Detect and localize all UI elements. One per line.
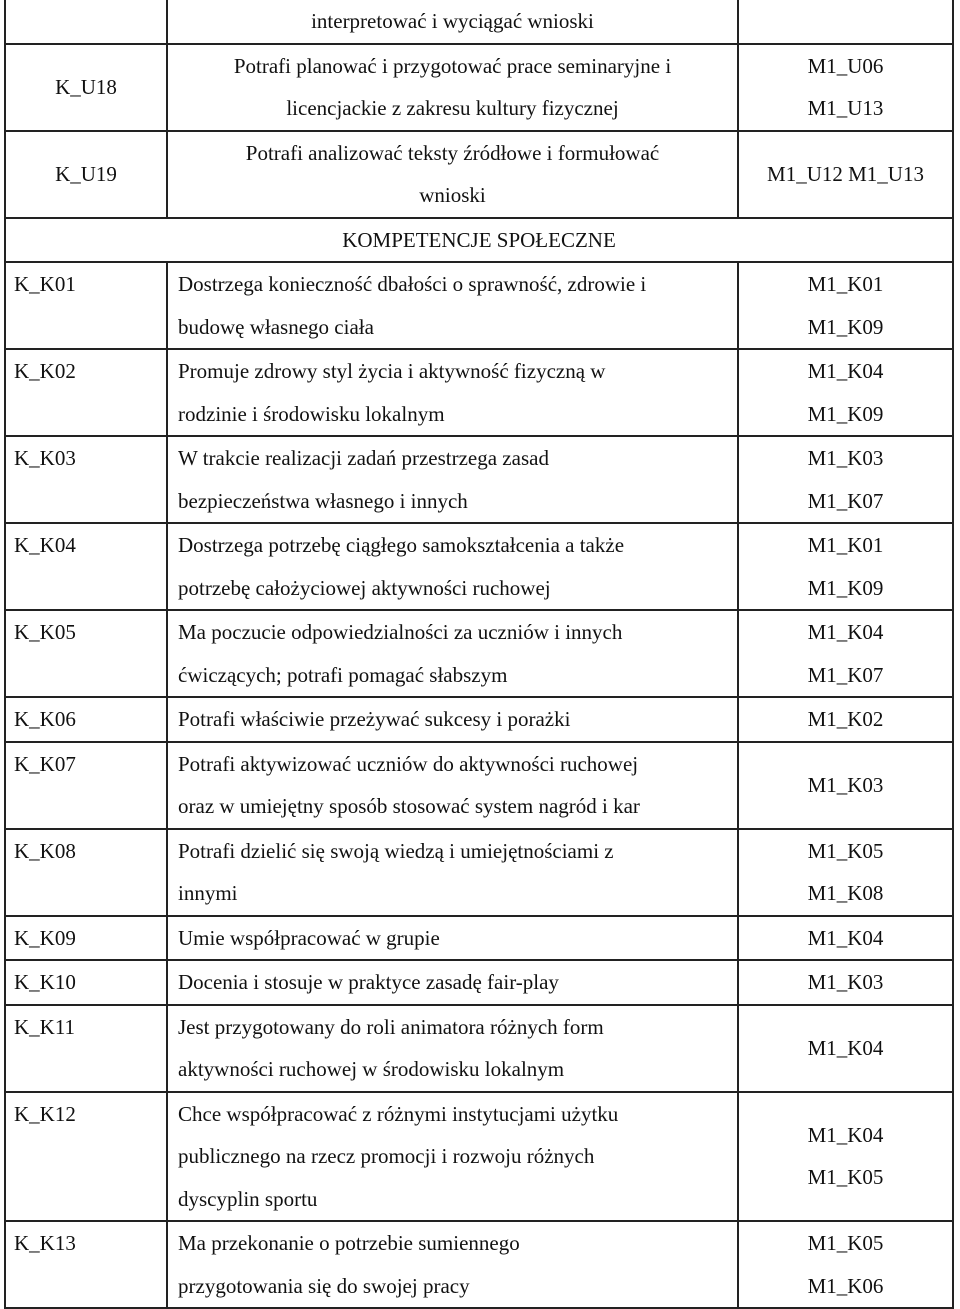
outcome-code-cell: K_K11 — [5, 1005, 167, 1092]
reference-code: M1_K09 — [807, 314, 884, 339]
table-body — [5, 0, 953, 1308]
section-row — [5, 218, 953, 263]
description-line: licencjackie z zakresu kultury fizycznej — [286, 96, 619, 120]
description-cell — [167, 1221, 738, 1308]
reference-code: M1_K07 — [807, 488, 884, 513]
reference-code: M1_K03 — [807, 772, 884, 797]
reference-cell — [738, 262, 953, 349]
description-line: Dostrzega konieczność dbałości o sprawność, zdrowie i — [178, 272, 647, 296]
table-row — [5, 349, 953, 436]
description-line: ćwiczących; potrafi pomagać słabszym — [178, 662, 508, 687]
description-line: Umie współpracować w grupie — [178, 925, 440, 950]
reference-code: M1_K04 — [807, 1035, 884, 1060]
reference-code: M1_K08 — [807, 881, 884, 905]
empty-ref-cell — [738, 0, 953, 44]
reference-code: M1_K09 — [807, 401, 884, 426]
description-line: Promuje zdrowy styl życia i aktywność fizyczną w — [178, 359, 606, 383]
description-cell — [167, 262, 738, 349]
outcome-code-cell: K_K12 — [5, 1092, 167, 1222]
description-cell — [167, 742, 738, 829]
reference-code: M1_K03 — [807, 446, 884, 470]
reference-code: M1_K04 — [807, 925, 884, 950]
description-cell — [167, 697, 738, 742]
outcome-code-cell: K_K08 — [5, 829, 167, 916]
reference-code: M1_K04 — [807, 359, 884, 383]
description-cell — [167, 829, 738, 916]
reference-cell — [738, 960, 953, 1005]
description-cell — [167, 610, 738, 697]
reference-cell — [738, 349, 953, 436]
table-row — [5, 697, 953, 742]
table-row — [5, 1005, 953, 1092]
description-cell — [167, 1092, 738, 1222]
description-cell: interpretować i wyciągać wnioski — [167, 0, 738, 44]
table-row — [5, 523, 953, 610]
reference-code: M1_K04 — [807, 620, 884, 644]
description-line: Jest przygotowany do roli animatora różnych form — [178, 1014, 604, 1039]
outcome-code-cell: K_K01 — [5, 262, 167, 349]
reference-code: M1_K05 — [807, 1231, 884, 1255]
table-row — [5, 916, 953, 961]
reference-cell — [738, 1005, 953, 1092]
reference-cell — [738, 697, 953, 742]
outcome-code-cell: K_K02 — [5, 349, 167, 436]
description-cell — [167, 960, 738, 1005]
reference-cell — [738, 1221, 953, 1308]
table-row — [5, 610, 953, 697]
description-line: W trakcie realizacji zadań przestrzega zasad — [178, 446, 549, 470]
reference-code: M1_U13 — [807, 96, 884, 120]
description-line: budowę własnego ciała — [178, 314, 374, 339]
table-row — [5, 829, 953, 916]
outcome-code-cell: K_K06 — [5, 697, 167, 742]
description-line: Ma poczucie odpowiedzialności za uczniów i innych — [178, 620, 623, 644]
table-row — [5, 262, 953, 349]
description-line: przygotowania się do swojej pracy — [178, 1273, 470, 1298]
description-line: Potrafi analizować teksty źródłowe i formułować — [245, 140, 660, 165]
reference-cell — [738, 523, 953, 610]
empty-code-cell — [5, 0, 167, 44]
reference-cell — [738, 44, 953, 131]
reference-code: M1_K09 — [807, 575, 884, 600]
description-line: dyscyplin sportu — [178, 1186, 318, 1211]
description-cell — [167, 44, 738, 131]
outcome-code-cell: K_U19 — [5, 131, 167, 218]
description-line: Chce współpracować z różnymi instytucjami użytku — [178, 1101, 619, 1126]
description-line: bezpieczeństwa własnego i innych — [178, 488, 468, 513]
description-line: aktywności ruchowej w środowisku lokalnym — [178, 1057, 565, 1081]
outcome-code-cell: K_K04 — [5, 523, 167, 610]
description-line: publicznego na rzecz promocji i rozwoju różnych — [178, 1144, 595, 1168]
reference-cell — [738, 610, 953, 697]
description-cell — [167, 131, 738, 218]
description-line: potrzebę całożyciowej aktywności ruchowej — [178, 575, 551, 600]
reference-cell — [738, 436, 953, 523]
outcome-code-cell: K_K07 — [5, 742, 167, 829]
description-line: Potrafi właściwie przeżywać sukcesy i porażki — [178, 707, 571, 731]
reference-code: M1_K05 — [807, 838, 884, 863]
table-row — [5, 742, 953, 829]
description-line: Potrafi planować i przygotować prace seminaryjne i — [233, 53, 672, 78]
reference-code: M1_U12 M1_U13 — [767, 161, 924, 186]
outcome-code-cell: K_K09 — [5, 916, 167, 961]
table-row — [5, 960, 953, 1005]
outcome-code-cell: K_K10 — [5, 960, 167, 1005]
description-cell — [167, 349, 738, 436]
reference-code: M1_K06 — [807, 1273, 884, 1298]
reference-code: M1_K03 — [807, 970, 884, 994]
outcome-code-cell: K_K13 — [5, 1221, 167, 1308]
reference-cell — [738, 1092, 953, 1222]
outcome-code-cell: K_K05 — [5, 610, 167, 697]
table-row — [5, 1092, 953, 1222]
reference-cell — [738, 829, 953, 916]
reference-code: M1_K04 — [807, 1122, 884, 1147]
table-row — [5, 44, 953, 131]
reference-code: M1_K01 — [807, 533, 884, 557]
reference-code: M1_K02 — [807, 707, 884, 731]
description-line: Dostrzega potrzebę ciągłego samokształcenia a także — [178, 533, 625, 557]
learning-outcomes-table — [4, 0, 954, 1309]
table-row — [5, 436, 953, 523]
table-row — [5, 131, 953, 218]
section-title: KOMPETENCJE SPOŁECZNE — [5, 218, 953, 263]
description-line: Docenia i stosuje w praktyce zasadę fair-play — [178, 970, 559, 994]
description-line: oraz w umiejętny sposób stosować system nagród i kar — [178, 794, 640, 818]
description-cell — [167, 523, 738, 610]
table-row — [5, 1221, 953, 1308]
description-line: Potrafi aktywizować uczniów do aktywności ruchowej — [178, 751, 639, 776]
description-line: rodzinie i środowisku lokalnym — [178, 401, 445, 426]
outcome-code-cell: K_K03 — [5, 436, 167, 523]
reference-code: M1_K05 — [807, 1165, 884, 1190]
outcome-code-cell: K_U18 — [5, 44, 167, 131]
reference-code: M1_K01 — [807, 272, 884, 296]
description-cell — [167, 916, 738, 961]
table-row-continuation — [5, 0, 953, 44]
description-line: wnioski — [419, 183, 486, 207]
reference-cell — [738, 916, 953, 961]
description-cell — [167, 1005, 738, 1092]
reference-cell — [738, 742, 953, 829]
description-cell — [167, 436, 738, 523]
description-line: innymi — [178, 881, 238, 905]
description-line: Potrafi dzielić się swoją wiedzą i umiejętnościami z — [178, 838, 614, 863]
reference-cell — [738, 131, 953, 218]
reference-code: M1_U06 — [807, 53, 884, 78]
description-line: Ma przekonanie o potrzebie sumiennego — [178, 1231, 520, 1255]
reference-code: M1_K07 — [807, 662, 884, 687]
